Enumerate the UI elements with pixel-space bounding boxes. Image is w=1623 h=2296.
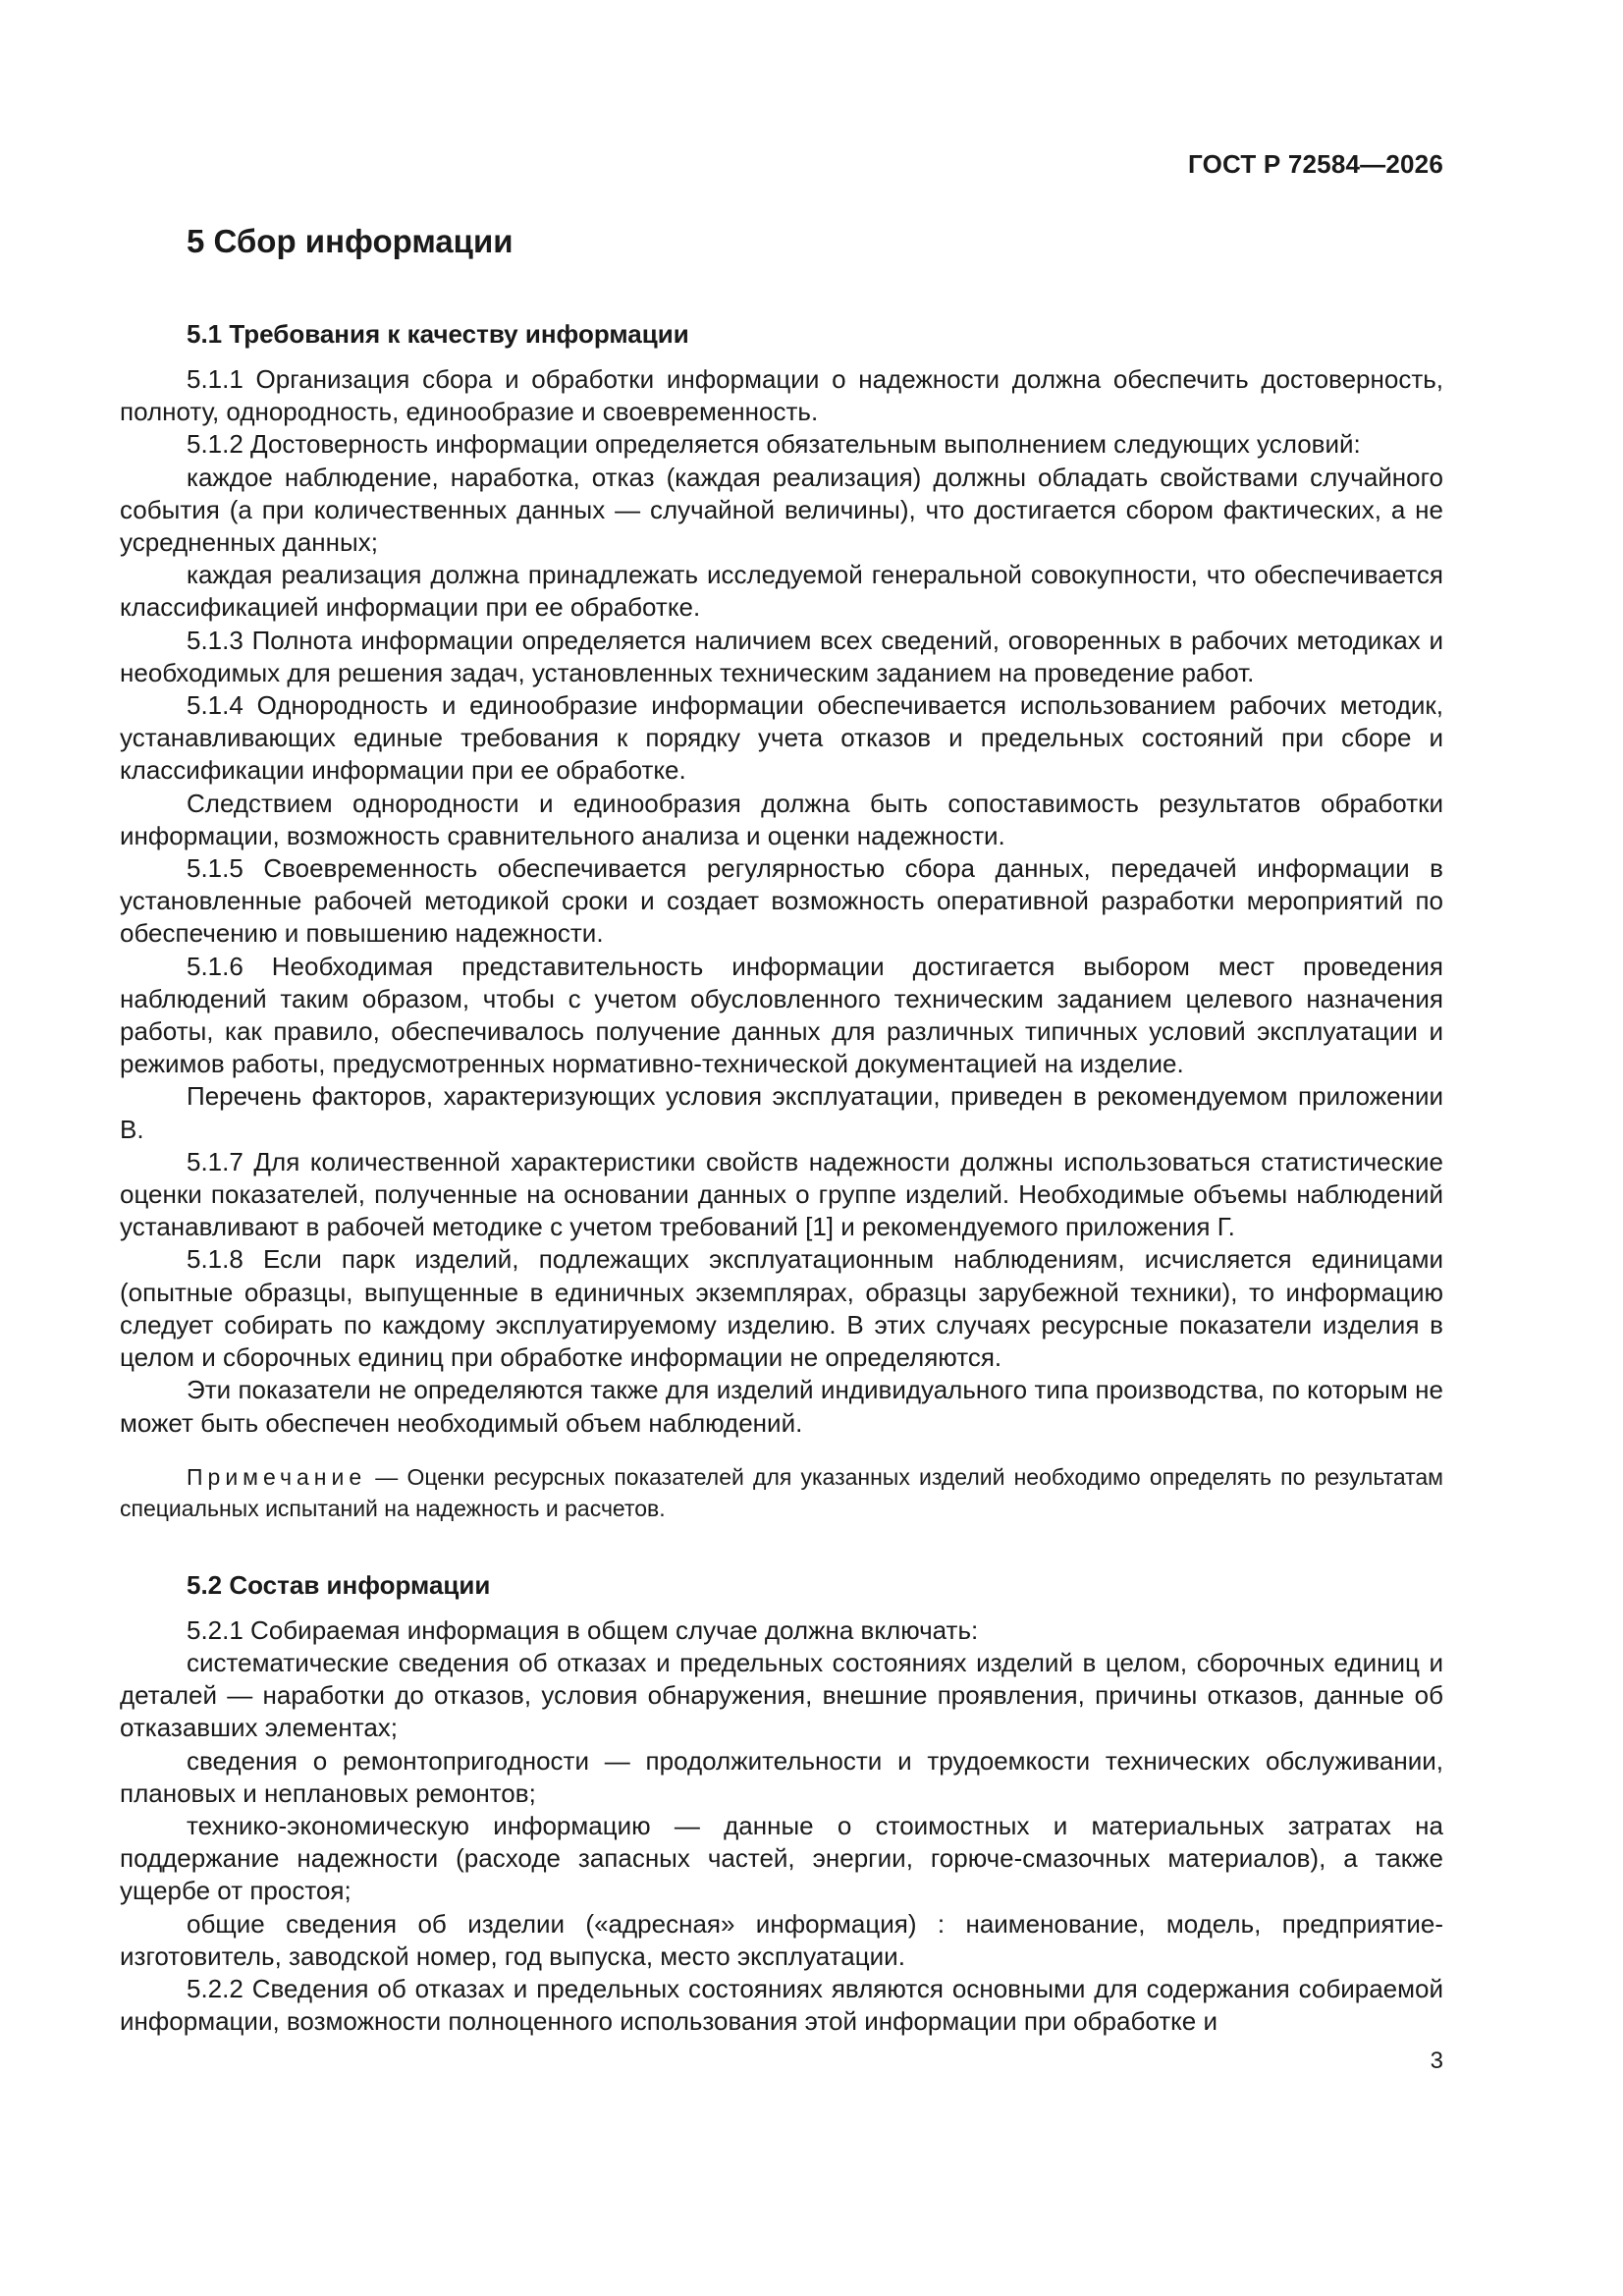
paragraph: 5.1.6 Необходимая представительность информации достигается выбором мест проведения наблюдений таким образом, чтобы с учетом обусловленного техническим заданием целевого назначения работы, как правило, обеспечивалось получение данных для различных типичных условий эксплуатации и режимов работы, предусмотренных нормативно-технической документацией на изделие. <box>120 951 1443 1079</box>
subsection-5-2-body <box>120 1614 1443 2039</box>
note-text: — Оценки ресурсных показателей для указанных изделий необходимо определять по результатам специальных испытаний на надежность и расчетов. <box>120 1463 1443 1521</box>
paragraph: 5.1.3 Полнота информации определяется наличием всех сведений, оговоренных в рабочих методиках и необходимых для решения задач, установленных техническим заданием на проведение работ. <box>120 625 1443 687</box>
section-title: 5 Сбор информации <box>187 223 514 259</box>
paragraph: 5.1.1 Организация сбора и обработки информации о надежности должна обеспечить достоверность, полноту, однородность, единообразие и своевременность. <box>120 364 1443 427</box>
paragraph: 5.1.2 Достоверность информации определяется обязательным выполнением следующих условий: <box>187 429 1361 460</box>
paragraph: общие сведения об изделии («адресная» информация) : наименование, модель, предприятие-изготовитель, заводской номер, год выпуска, место эксплуатации. <box>120 1908 1443 1971</box>
paragraph: 5.1.4 Однородность и единообразие информации обеспечивается использованием рабочих методик, устанавливающих единые требования к порядку учета отказов и предельных состояний при сборе и классификации информации при ее обработке. <box>120 690 1443 786</box>
paragraph: Следствием однородности и единообразия должна быть сопоставимость результатов обработки информации, возможность сравнительного анализа и оценки надежности. <box>120 788 1443 850</box>
paragraph: сведения о ремонтопригодности — продолжительности и трудоемкости технических обслуживании, плановых и неплановых ремонтов; <box>120 1745 1443 1808</box>
subsection-5-1-body <box>120 363 1443 1524</box>
paragraph: 5.1.7 Для количественной характеристики свойств надежности должны использоваться статистические оценки показателей, полученные на основании данных о группе изделий. Необходимые объемы наблюдений устанавливают в рабочей методике с учетом требований [1] и рекомендуемого приложения Г. <box>120 1146 1443 1242</box>
paragraph: каждая реализация должна принадлежать исследуемой генеральной совокупности, что обеспечивается классификацией информации при ее обработке. <box>120 560 1443 623</box>
paragraph: Перечень факторов, характеризующих условия эксплуатации, приведен в рекомендуемом приложении В. <box>120 1081 1443 1144</box>
paragraph: 5.2.2 Сведения об отказах и предельных состояниях являются основными для содержания собираемой информации, возможности полноценного использования этой информации при обработке и <box>120 1973 1443 2037</box>
page-number: 3 <box>1430 2048 1443 2074</box>
subsection-title-5-2: 5.2 Состав информации <box>187 1569 491 1600</box>
page-content <box>120 218 1443 2038</box>
paragraph: Эти показатели не определяются также для изделий индивидуального типа производства, по которым не может быть обеспечен необходимый объем наблюдений. <box>120 1375 1443 1438</box>
paragraph: каждое наблюдение, наработка, отказ (каждая реализация) должны обладать свойствами случайного события (а при количественных данных — случайной величины), что достигается сбором фактических, а не усредненных данных; <box>120 462 1443 558</box>
paragraph: систематические сведения об отказах и предельных состояниях изделий в целом, сборочных единиц и деталей — наработки до отказов, условия обнаружения, внешние проявления, причины отказов, данные об отказавших элементах; <box>120 1647 1443 1743</box>
subsection-title-5-1: 5.1 Требования к качеству информации <box>187 319 689 349</box>
note-label: Примечание <box>187 1463 367 1490</box>
paragraph: 5.2.1 Собираемая информация в общем случае должна включать: <box>187 1614 979 1645</box>
document-code: ГОСТ Р 72584—2026 <box>1188 149 1443 179</box>
note <box>120 1461 1443 1524</box>
paragraph: 5.1.5 Своевременность обеспечивается регулярностью сбора данных, передачей информации в установленные рабочей методикой сроки и создает возможность оперативной разработки мероприятий по обеспечению и повышению надежности. <box>120 853 1443 949</box>
paragraph: 5.1.8 Если парк изделий, подлежащих эксплуатационным наблюдениям, исчисляется единицами (опытные образцы, выпущенные в единичных экземплярах, образцы зарубежной техники), то информацию следует собирать по каждому эксплуатируемому изделию. В этих случаях ресурсные показатели изделия в целом и сборочных единиц при обработке информации не определяются. <box>120 1244 1443 1373</box>
paragraph: технико-экономическую информацию — данные о стоимостных и материальных затратах на поддержание надежности (расходе запасных частей, энергии, горюче-смазочных материалов), а также ущербе от простоя; <box>120 1810 1443 1906</box>
